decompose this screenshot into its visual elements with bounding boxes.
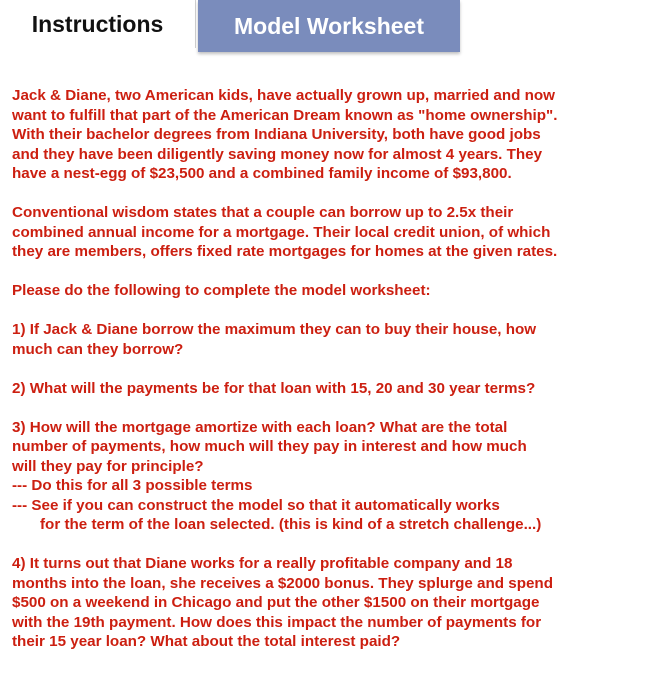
text-line: number of payments, how much will they pay in interest and how much bbox=[12, 438, 527, 455]
question-3 bbox=[12, 418, 642, 535]
text-line: and they have been diligently saving money now for almost 4 years. They bbox=[12, 145, 543, 163]
text-line: their 15 year loan? What about the total interest paid? bbox=[12, 633, 401, 650]
tab-model-worksheet[interactable]: Model Worksheet bbox=[198, 0, 460, 52]
question-4 bbox=[12, 554, 642, 652]
please-paragraph bbox=[12, 281, 642, 301]
text-line: 3) How will the mortgage amortize with each loan? What are the total bbox=[12, 418, 508, 436]
text-line: 2) What will the payments be for that loan with 15, 20 and 30 year terms? bbox=[12, 379, 536, 397]
text-line: much can they borrow? bbox=[12, 340, 184, 358]
intro-paragraph bbox=[12, 86, 642, 184]
text-line: will they pay for principle? bbox=[12, 457, 204, 475]
text-line: --- See if you can construct the model so that it automatically works bbox=[12, 496, 500, 514]
text-line: 1) If Jack & Diane borrow the maximum they can to buy their house, how bbox=[12, 321, 537, 338]
wisdom-paragraph bbox=[12, 203, 642, 262]
text-line: with the 19th payment. How does this impact the number of payments for bbox=[12, 613, 542, 631]
text-line: they are members, offers fixed rate mortgages for homes at the given rates. bbox=[12, 243, 558, 260]
text-line: Conventional wisdom states that a couple can borrow up to 2.5x their bbox=[12, 204, 514, 221]
question-1 bbox=[12, 320, 642, 359]
text-line: Please do the following to complete the model worksheet: bbox=[12, 282, 431, 299]
text-line: --- Do this for all 3 possible terms bbox=[12, 477, 253, 494]
text-line: months into the loan, she receives a $2000 bonus. They splurge and spend bbox=[12, 574, 553, 592]
text-line: With their bachelor degrees from Indiana University, both have good jobs bbox=[12, 126, 541, 143]
text-line: $500 on a weekend in Chicago and put the other $1500 on their mortgage bbox=[12, 594, 540, 611]
text-line: 4) It turns out that Diane works for a really profitable company and 18 bbox=[12, 555, 513, 572]
text-line: want to fulfill that part of the American Dream known as "home ownership". bbox=[12, 106, 558, 124]
question-2 bbox=[12, 379, 642, 399]
text-line: combined annual income for a mortgage. Their local credit union, of which bbox=[12, 223, 551, 241]
tab-bar bbox=[0, 0, 652, 52]
text-line: Jack & Diane, two American kids, have actually grown up, married and now bbox=[12, 87, 555, 104]
text-line: for the term of the loan selected. (this is kind of a stretch challenge...) bbox=[40, 516, 542, 533]
tab-instructions[interactable]: Instructions bbox=[0, 0, 196, 48]
text-line: have a nest-egg of $23,500 and a combined family income of $93,800. bbox=[12, 165, 512, 182]
instructions-text bbox=[12, 86, 642, 671]
